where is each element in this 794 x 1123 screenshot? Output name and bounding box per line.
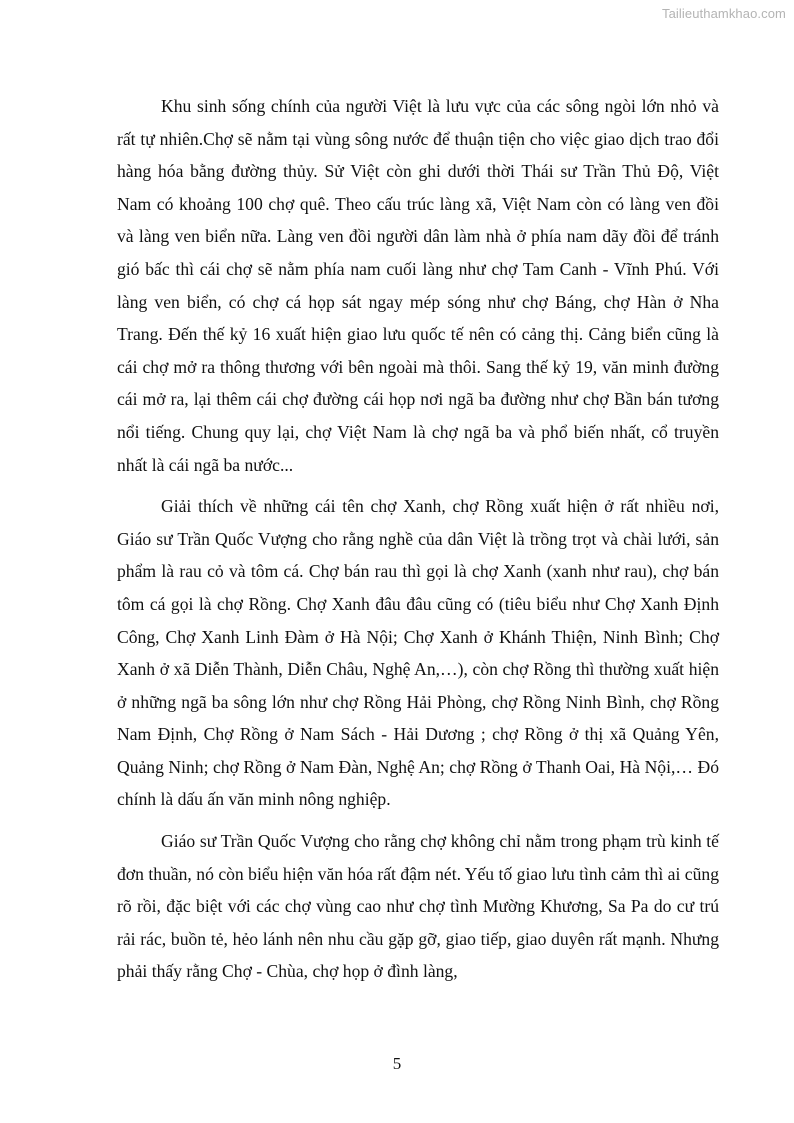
paragraph-2: Giải thích về những cái tên chợ Xanh, chợ Rồng xuất hiện ở rất nhiều nơi, Giáo sư Trần Quốc Vượng cho rằng nghề của dân Việt là trồng trọt và chài lưới, sản phẩm là rau cỏ và tôm cá. Chợ bán rau thì gọi là chợ Xanh (xanh như rau), chợ bán tôm cá gọi là chợ Rồng. Chợ Xanh đâu đâu cũng có (tiêu biểu như Chợ Xanh Định Công, Chợ Xanh Linh Đàm ở Hà Nội; Chợ Xanh ở Khánh Thiện, Ninh Bình; Chợ Xanh ở xã Diễn Thành, Diễn Châu, Nghệ An,…), còn chợ Rồng thì thường xuất hiện ở những ngã ba sông lớn như chợ Rồng Hải Phòng, chợ Rồng Ninh Bình, chợ Rồng Nam Định, Chợ Rồng ở Nam Sách - Hải Dương ; chợ Rồng ở thị xã Quảng Yên, Quảng Ninh; chợ Rồng ở Nam Đàn, Nghệ An; chợ Rồng ở Thanh Oai, Hà Nội,… Đó chính là dấu ấn văn minh nông nghiệp. bbox=[117, 496, 719, 810]
page-number: 5 bbox=[392, 1054, 402, 1073]
document-body bbox=[117, 90, 719, 997]
watermark-text: Tailieuthamkhao.com bbox=[661, 6, 786, 21]
paragraph-1: Khu sinh sống chính của người Việt là lưu vực của các sông ngòi lớn nhỏ và rất tự nhiên.Chợ sẽ nằm tại vùng sông nước để thuận tiện cho việc giao dịch trao đổi hàng hóa bằng đường thủy. Sử Việt còn ghi dưới thời Thái sư Trần Thủ Độ, Việt Nam có khoảng 100 chợ quê. Theo cấu trúc làng xã, Việt Nam còn có làng ven đồi và làng ven biển nữa. Làng ven đồi người dân làm nhà ở phía nam dãy đồi để tránh gió bấc thì cái chợ sẽ nằm phía nam cuối làng như chợ Tam Canh - Vĩnh Phú. Với làng ven biển, có chợ cá họp sát ngay mép sóng như chợ Báng, chợ Hàn ở Nha Trang. Đến thế kỷ 16 xuất hiện giao lưu quốc tế nên có cảng thị. Cảng biển cũng là cái chợ mở ra thông thương với bên ngoài mà thôi. Sang thế kỷ 19, văn minh đường cái mở ra, lại thêm cái chợ đường cái họp nơi ngã ba đường như chợ Bần bán tương nổi tiếng. Chung quy lại, chợ Việt Nam là chợ ngã ba và phổ biến nhất, cổ truyền nhất là cái ngã ba nước... bbox=[117, 96, 719, 475]
paragraph-3: Giáo sư Trần Quốc Vượng cho rằng chợ không chỉ nằm trong phạm trù kinh tế đơn thuần, nó còn biểu hiện văn hóa rất đậm nét. Yếu tố giao lưu tình cảm thì ai cũng rõ rồi, đặc biệt với các chợ vùng cao như chợ tình Mường Khương, Sa Pa do cư trú rải rác, buồn tẻ, hẻo lánh nên nhu cầu gặp gỡ, giao tiếp, giao duyên rất mạnh. Nhưng phải thấy rằng Chợ - Chùa, chợ họp ở đình làng, bbox=[117, 831, 719, 982]
